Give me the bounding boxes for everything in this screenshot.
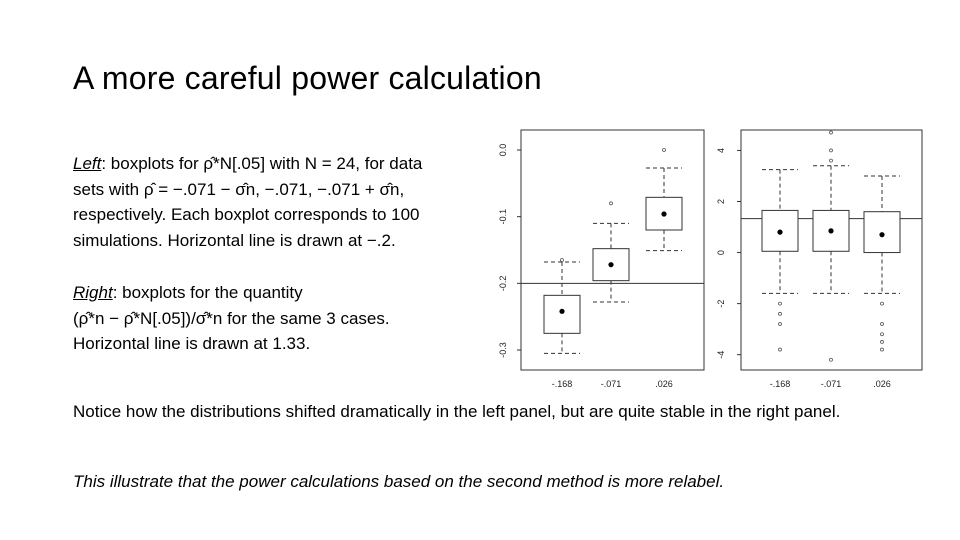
y-tick-label: -0.2 <box>498 275 508 292</box>
y-tick-label: -2 <box>716 299 726 308</box>
x-tick-label: .026 <box>873 379 891 389</box>
outlier-point <box>830 159 833 162</box>
x-tick-label: .026 <box>655 379 673 389</box>
x-tick-label: -.071 <box>600 379 622 389</box>
right-box-2 <box>813 166 849 294</box>
outlier-point <box>830 358 833 361</box>
right-label: Right <box>73 283 113 302</box>
right-box-1 <box>762 170 798 294</box>
outlier-point <box>881 323 884 326</box>
outlier-point <box>830 149 833 152</box>
y-tick-label: 0.0 <box>498 143 508 157</box>
x-tick-label: -.168 <box>551 379 573 389</box>
slide-title: A more careful power calculation <box>73 60 542 96</box>
outlier-point <box>881 340 884 343</box>
box-iqr <box>544 295 580 333</box>
y-tick-label: 4 <box>716 147 726 153</box>
right-panel <box>716 130 922 389</box>
median-point <box>828 228 833 233</box>
median-point <box>608 262 613 267</box>
left-panel <box>498 130 704 389</box>
y-tick-label: 0 <box>716 250 726 256</box>
outlier-point <box>779 323 782 326</box>
left-paragraph <box>73 151 493 253</box>
y-tick-label: -4 <box>716 350 726 359</box>
conclusion-text: This illustrate that the power calculations based on the second method is more relabel. <box>73 472 725 491</box>
left-box-2 <box>593 223 629 302</box>
median-point <box>777 230 782 235</box>
y-tick-label: -0.1 <box>498 208 508 225</box>
right-paragraph <box>73 280 493 357</box>
left-line-4: simulations. Horizontal line is drawn at −.2. <box>73 230 396 250</box>
right-line-2: (ρ̂*n − ρ̂*N[.05])/σ̂*n for the same 3 cases. <box>73 308 390 328</box>
outlier-point <box>881 302 884 305</box>
left-line-1: : boxplots for ρ̂*N[.05] with N = 24, for data <box>101 154 423 173</box>
outlier-point <box>561 259 564 262</box>
median-point <box>559 309 564 314</box>
y-tick-label: 2 <box>716 198 726 204</box>
boxplot-figure <box>486 125 936 395</box>
y-tick-label: -0.3 <box>498 342 508 358</box>
left-line-2: sets with ρ̂ = −.071 − σ̂n, −.071, −.071 + σ̂n, <box>73 179 405 199</box>
outlier-point <box>779 302 782 305</box>
notice-text: Notice how the distributions shifted dramatically in the left panel, but are quite stable in the right panel. <box>73 402 841 421</box>
outlier-point <box>779 348 782 351</box>
outlier-point <box>881 333 884 336</box>
outlier-point <box>610 202 613 205</box>
x-tick-label: -.071 <box>820 379 842 389</box>
left-label: Left <box>73 154 102 173</box>
left-line-3: respectively. Each boxplot corresponds to 100 <box>73 205 420 224</box>
outlier-point <box>663 149 666 152</box>
left-box-1 <box>544 262 580 353</box>
outlier-point <box>881 348 884 351</box>
right-line-1: : boxplots for the quantity <box>112 283 303 302</box>
right-box-3 <box>864 176 900 293</box>
outlier-point <box>779 312 782 315</box>
x-tick-label: -.168 <box>769 379 791 389</box>
description-text <box>73 151 493 384</box>
outlier-point <box>830 131 833 134</box>
median-point <box>661 211 666 216</box>
median-point <box>879 232 884 237</box>
left-box-3 <box>646 168 682 251</box>
right-line-3: Horizontal line is drawn at 1.33. <box>73 334 311 353</box>
